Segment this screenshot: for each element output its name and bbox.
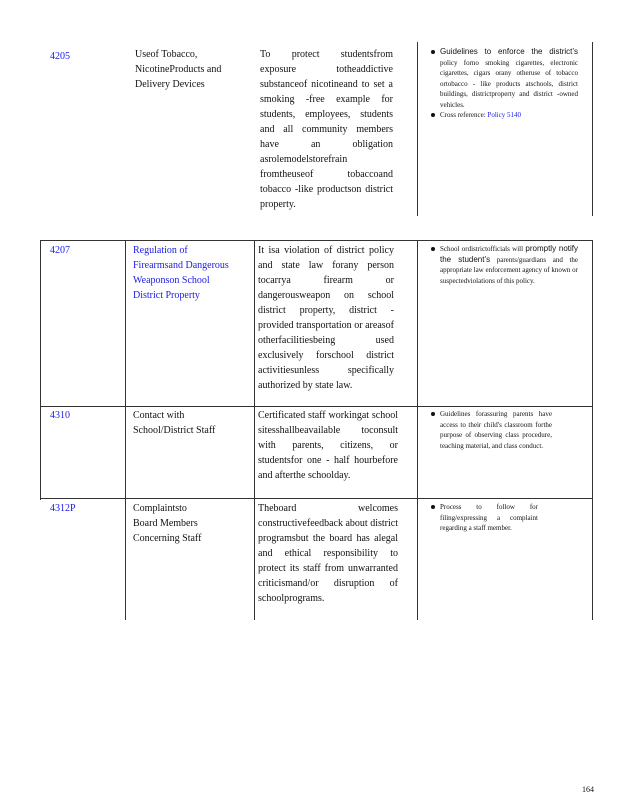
cross-reference-link[interactable]: Policy 5140 [487, 111, 522, 119]
guidance-item: Guidelines to enforce the district’s policy forno smoking cigarettes, electronic cigarettes, cigars orany otheruse of tobacco ortobacco - like products atschools, district buildings, districtproperty and district -owned vehicles. [440, 47, 578, 109]
top-row-divider-guidance [417, 42, 418, 216]
policy-title-link[interactable]: Regulation of Firearmsand Dangerous Weaponson School District Property [133, 245, 229, 301]
guidance-item: School ordistrictofficials will promptly notify the student’s parents/guardians and the appropriate law enforcement agency of known or suspectedviolations of this policy. [440, 244, 578, 285]
guidance-item: Guidelines forassuring parents have access to their child's classroom forthe purpose of observing class procedure, teaching material, and class conduct. [440, 410, 552, 450]
guidance-item: Process to follow for filing/expressing a complaint regarding a staff member. [440, 503, 538, 532]
policy-guidance [428, 502, 538, 534]
policy-code: 4205 [50, 51, 70, 62]
policy-guidance [428, 47, 578, 121]
policy-purpose: To protect studentsfrom exposure totheaddictive substanceof nicotineand to set a smoking -free example for students, employees, students and all community members have an obligation asrolemodelstorefrain fromtheuseof tobaccoand tobacco -like productson district property. [260, 49, 393, 210]
page-number: 164 [582, 785, 594, 794]
policy-purpose: Theboard welcomes constructivefeedback about district programsbut the board has alegal and ethical responsibility to protect its staff from unwarranted criticismand/or disruption of schoolprograms. [258, 503, 398, 604]
guidance-item: Cross reference: Policy 5140 [440, 110, 578, 121]
top-row-divider-right [592, 42, 593, 216]
policy-title: Complaintsto Board Members Concerning Staff [133, 503, 202, 544]
policy-title: Useof Tobacco, NicotineProducts and Delivery Devices [135, 49, 222, 90]
policy-code: 4310 [50, 410, 70, 421]
lower-table-col-guidance [417, 240, 418, 620]
policy-code: 4312P [50, 503, 76, 514]
policy-code: 4207 [50, 245, 70, 256]
policy-purpose: Certificated staff workingat school sitesshallbeavailable toconsult with parents, citizens, or studentsfor one - half hourbefore and afterthe schoolday. [258, 410, 398, 481]
table-rule-3 [40, 498, 593, 499]
policy-title: Contact with School/District Staff [133, 410, 216, 436]
table-rule-1 [40, 240, 593, 241]
policy-guidance [428, 244, 578, 286]
lower-table-col-title [125, 240, 126, 620]
policy-purpose: It isa violation of district policy and state law forany person tocarrya firearm or dangerousweapon on school district property, district - provided transportation or areasof otherfacilitiesbeing used exclusively forschool district activitiesunless specifically authorized by state law. [258, 245, 394, 391]
table-rule-2 [40, 406, 593, 407]
policy-guidance [428, 409, 552, 451]
lower-table-right-border [592, 240, 593, 620]
lower-table-left-border [40, 240, 41, 500]
lower-table-col-purpose [254, 240, 255, 620]
